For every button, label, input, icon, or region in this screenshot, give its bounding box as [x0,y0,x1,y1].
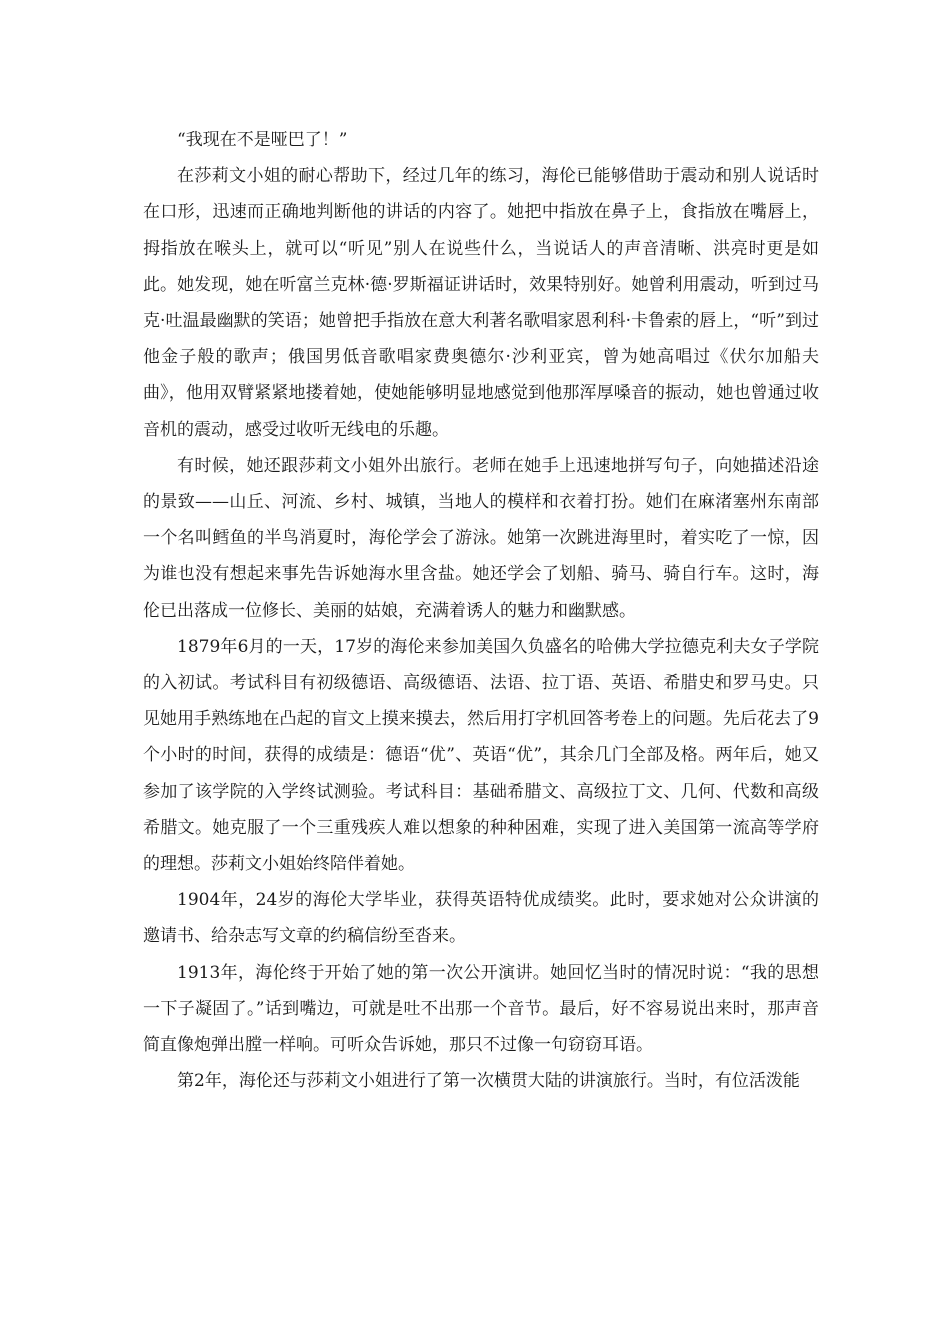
paragraph-college-exam: 1879年6月的一天，17岁的海伦来参加美国久负盛名的哈佛大学拉德克利夫女子学院的入初试。考试科目有初级德语、高级德语、法语、拉丁语、英语、希腊史和罗马史。只见她用手熟练地在凸起的盲文上摸来摸去，然后用打字机回答考卷上的问题。先后花去了9个小时的时间，获得的成绩是：德语“优”、英语“优”，其余几门全部及格。两年后，她又参加了该学院的入学终试测验。考试科目：基础希腊文、高级拉丁文、几何、代数和高级希腊文。她克服了一个三重残疾人难以想象的种种困难，实现了进入美国第一流高等学府的理想。莎莉文小姐始终陪伴着她。 [143,636,819,875]
paragraph-quote: “我现在不是哑巴了！” [177,130,348,150]
paragraph-travel: 有时候，她还跟莎莉文小姐外出旅行。老师在她手上迅速地拼写句子，向她描述沿途的景致——山丘、河流、乡村、城镇，当地人的模样和衣着打扮。她们在麻渚塞州东南部一个名叫鳕鱼的半鸟消夏时，海伦学会了游泳。她第一次跳进海里时，着实吃了一惊，因为谁也没有想起来事先告诉她海水里含盐。她还学会了划船、骑马、骑自行车。这时，海伦已出落成一位修长、美丽的姑娘，充满着诱人的魅力和幽默感。 [143,455,819,621]
paragraph-first-speech: 1913年，海伦终于开始了她的第一次公开演讲。她回忆当时的情况时说：“我的思想一下子凝固了。”话到嘴边，可就是吐不出那一个音节。最后，好不容易说出来时，那声音简直像炮弹出膛一样响。可听众告诉她，那只不过像一句窃窃耳语。 [143,962,819,1056]
paragraph-graduation: 1904年，24岁的海伦大学毕业，获得英语特优成绩奖。此时，要求她对公众讲演的邀请书、给杂志写文章的约稿信纷至沓来。 [143,890,819,947]
document-body [143,122,819,1099]
paragraph-lip-reading: 在莎莉文小姐的耐心帮助下，经过几年的练习，海伦已能够借助于震动和别人说话时在口形，迅速而正确地判断他的讲话的内容了。她把中指放在鼻子上，食指放在嘴唇上，拇指放在喉头上，就可以“听见”别人在说些什么，当说话人的声音清晰、洪亮时更是如此。她发现，她在听富兰克林·德·罗斯福证讲话时，效果特别好。她曾利用震动，听到过马克·吐温最幽默的笑语；她曾把手指放在意大利著名歌唱家恩利科·卡鲁索的唇上，“听”到过他金子般的歌声；俄国男低音歌唱家费奥德尔·沙利亚宾，曾为她高唱过《伏尔加船夫曲》，他用双臂紧紧地搂着她，使她能够明显地感觉到他那浑厚嗓音的振动，她也曾通过收音机的震动，感受过收听无线电的乐趣。 [143,166,819,440]
paragraph-lecture-tour: 第2年，海伦还与莎莉文小姐进行了第一次横贯大陆的讲演旅行。当时，有位活泼能 [177,1071,800,1092]
